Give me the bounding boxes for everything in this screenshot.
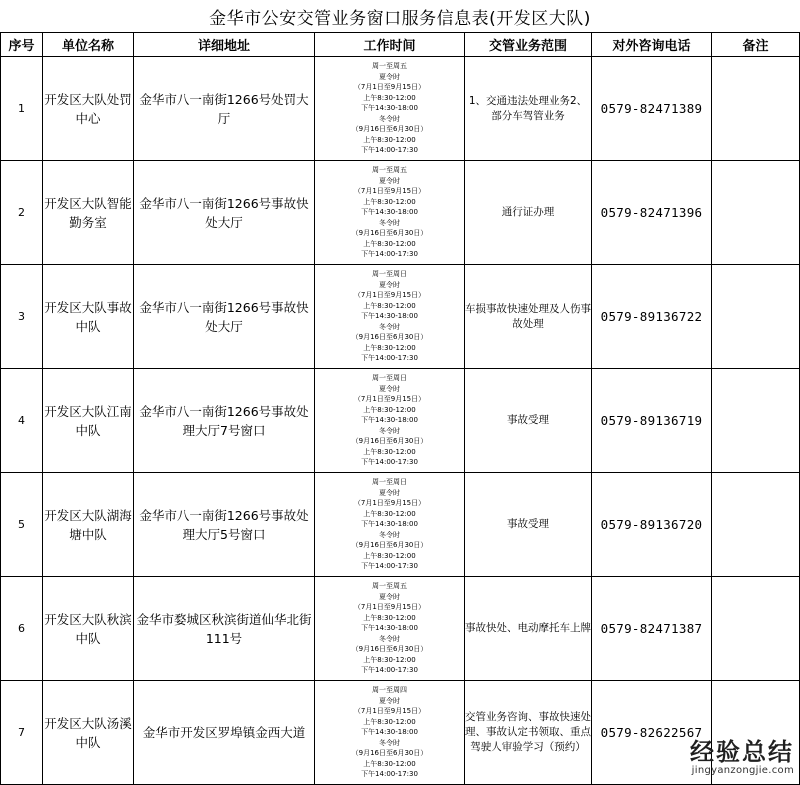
time-line: 上午8:30-12:00	[363, 343, 416, 352]
time-line: 下午14:00-17:30	[361, 562, 418, 571]
time-line: 下午14:30-18:00	[361, 624, 418, 633]
cell-time	[315, 681, 465, 785]
time-line: （9月16日至6月30日）	[351, 229, 428, 238]
cell-time	[315, 369, 465, 473]
time-line: 下午14:00-17:30	[361, 146, 418, 155]
time-line: 下午14:30-18:00	[361, 312, 418, 321]
time-line: 下午14:00-17:30	[361, 458, 418, 467]
time-line: 周一至周四	[372, 686, 407, 695]
page-title: 金华市公安交管业务窗口服务信息表(开发区大队)	[209, 8, 591, 29]
cell-remark	[712, 369, 800, 473]
cell-no: 4	[1, 369, 43, 473]
watermark-sub: jingyanzongjie.com	[691, 765, 794, 776]
time-line: （9月16日至6月30日）	[351, 645, 428, 654]
table-row	[1, 57, 800, 161]
time-line: （9月16日至6月30日）	[351, 125, 428, 134]
cell-remark	[712, 161, 800, 265]
header-phone: 对外咨询电话	[592, 33, 712, 57]
header-remark: 备注	[712, 33, 800, 57]
time-line: （7月1日至9月15日）	[353, 395, 426, 404]
time-line: 下午14:30-18:00	[361, 208, 418, 217]
time-line: 上午8:30-12:00	[363, 405, 416, 414]
time-line: （7月1日至9月15日）	[353, 187, 426, 196]
time-line: （9月16日至6月30日）	[351, 437, 428, 446]
time-line: 冬令时	[379, 738, 400, 747]
cell-no: 2	[1, 161, 43, 265]
cell-remark	[712, 57, 800, 161]
cell-remark	[712, 577, 800, 681]
time-line: 夏令时	[379, 592, 400, 601]
cell-unit: 开发区大队秋滨中队	[43, 577, 134, 681]
time-line: （7月1日至9月15日）	[353, 83, 426, 92]
cell-phone: 0579-82471389	[592, 57, 712, 161]
time-line: 夏令时	[379, 280, 400, 289]
time-line: 下午14:00-17:30	[361, 666, 418, 675]
cell-scope: 交管业务咨询、事故快速处理、事故认定书领取、重点驾驶人审验学习（预约）	[465, 681, 592, 785]
time-line: 上午8:30-12:00	[363, 655, 416, 664]
time-line: 上午8:30-12:00	[363, 135, 416, 144]
time-line: 上午8:30-12:00	[363, 197, 416, 206]
header-no: 序号	[1, 33, 43, 57]
time-line: 下午14:00-17:30	[361, 770, 418, 779]
time-line: 下午14:00-17:30	[361, 354, 418, 363]
time-line: 冬令时	[379, 634, 400, 643]
time-line: 下午14:00-17:30	[361, 250, 418, 259]
time-line: 上午8:30-12:00	[363, 93, 416, 102]
time-line: 上午8:30-12:00	[363, 551, 416, 560]
time-line: （7月1日至9月15日）	[353, 603, 426, 612]
table-row	[1, 161, 800, 265]
time-line: 冬令时	[379, 218, 400, 227]
time-line: 上午8:30-12:00	[363, 509, 416, 518]
cell-phone: 0579-82622567	[592, 681, 712, 785]
time-line: （9月16日至6月30日）	[351, 749, 428, 758]
cell-scope: 1、交通违法处理业务2、部分车驾管业务	[465, 57, 592, 161]
cell-phone: 0579-82471387	[592, 577, 712, 681]
cell-scope: 通行证办理	[465, 161, 592, 265]
header-address: 详细地址	[134, 33, 315, 57]
cell-time	[315, 577, 465, 681]
cell-no: 1	[1, 57, 43, 161]
cell-unit: 开发区大队江南中队	[43, 369, 134, 473]
time-line: 夏令时	[379, 488, 400, 497]
service-info-table	[0, 32, 800, 785]
cell-time	[315, 265, 465, 369]
header-scope: 交管业务范围	[465, 33, 592, 57]
header-time: 工作时间	[315, 33, 465, 57]
cell-time	[315, 57, 465, 161]
time-line: 冬令时	[379, 322, 400, 331]
time-line: 周一至周五	[372, 62, 407, 71]
cell-address: 金华市八一南街1266号事故处理大厅7号窗口	[134, 369, 315, 473]
cell-remark	[712, 473, 800, 577]
cell-time	[315, 473, 465, 577]
cell-remark	[712, 265, 800, 369]
cell-scope: 车损事故快速处理及人伤事故处理	[465, 265, 592, 369]
time-line: 上午8:30-12:00	[363, 613, 416, 622]
time-line: 冬令时	[379, 114, 400, 123]
time-line: 周一至周五	[372, 166, 407, 175]
cell-no: 7	[1, 681, 43, 785]
time-line: 下午14:30-18:00	[361, 104, 418, 113]
cell-scope: 事故受理	[465, 473, 592, 577]
time-line: 下午14:30-18:00	[361, 416, 418, 425]
cell-unit: 开发区大队智能勤务室	[43, 161, 134, 265]
table-header-row	[1, 33, 800, 57]
cell-unit: 开发区大队事故中队	[43, 265, 134, 369]
time-line: （7月1日至9月15日）	[353, 707, 426, 716]
cell-no: 5	[1, 473, 43, 577]
time-line: （9月16日至6月30日）	[351, 333, 428, 342]
time-line: 周一至周日	[372, 270, 407, 279]
cell-unit: 开发区大队湖海塘中队	[43, 473, 134, 577]
cell-scope: 事故快处、电动摩托车上牌	[465, 577, 592, 681]
time-line: 上午8:30-12:00	[363, 239, 416, 248]
table-body	[1, 57, 800, 785]
time-line: 上午8:30-12:00	[363, 759, 416, 768]
cell-address: 金华市八一南街1266号事故快处大厅	[134, 265, 315, 369]
time-line: 上午8:30-12:00	[363, 717, 416, 726]
cell-no: 3	[1, 265, 43, 369]
time-line: 下午14:30-18:00	[361, 520, 418, 529]
time-line: 周一至周日	[372, 374, 407, 383]
cell-remark	[712, 681, 800, 785]
cell-address: 金华市开发区罗埠镇金西大道	[134, 681, 315, 785]
time-line: （7月1日至9月15日）	[353, 291, 426, 300]
watermark-main: 经验总结	[690, 738, 794, 766]
header-unit: 单位名称	[43, 33, 134, 57]
cell-address: 金华市婺城区秋滨街道仙华北街111号	[134, 577, 315, 681]
cell-unit: 开发区大队处罚中心	[43, 57, 134, 161]
cell-address: 金华市八一南街1266号处罚大厅	[134, 57, 315, 161]
table-row	[1, 265, 800, 369]
cell-address: 金华市八一南街1266号事故快处大厅	[134, 161, 315, 265]
table-row	[1, 369, 800, 473]
time-line: 冬令时	[379, 426, 400, 435]
time-line: （7月1日至9月15日）	[353, 499, 426, 508]
time-line: 夏令时	[379, 72, 400, 81]
time-line: 夏令时	[379, 384, 400, 393]
cell-phone: 0579-89136720	[592, 473, 712, 577]
time-line: 周一至周日	[372, 478, 407, 487]
cell-phone: 0579-82471396	[592, 161, 712, 265]
cell-address: 金华市八一南街1266号事故处理大厅5号窗口	[134, 473, 315, 577]
table-row	[1, 577, 800, 681]
time-line: 夏令时	[379, 696, 400, 705]
time-line: 上午8:30-12:00	[363, 301, 416, 310]
time-line: 夏令时	[379, 176, 400, 185]
cell-phone: 0579-89136719	[592, 369, 712, 473]
time-line: 下午14:30-18:00	[361, 728, 418, 737]
table-row	[1, 473, 800, 577]
cell-phone: 0579-89136722	[592, 265, 712, 369]
table-row	[1, 681, 800, 785]
cell-unit: 开发区大队汤溪中队	[43, 681, 134, 785]
cell-no: 6	[1, 577, 43, 681]
cell-time	[315, 161, 465, 265]
time-line: 冬令时	[379, 530, 400, 539]
time-line: 周一至周五	[372, 582, 407, 591]
time-line: 上午8:30-12:00	[363, 447, 416, 456]
time-line: （9月16日至6月30日）	[351, 541, 428, 550]
cell-scope: 事故受理	[465, 369, 592, 473]
